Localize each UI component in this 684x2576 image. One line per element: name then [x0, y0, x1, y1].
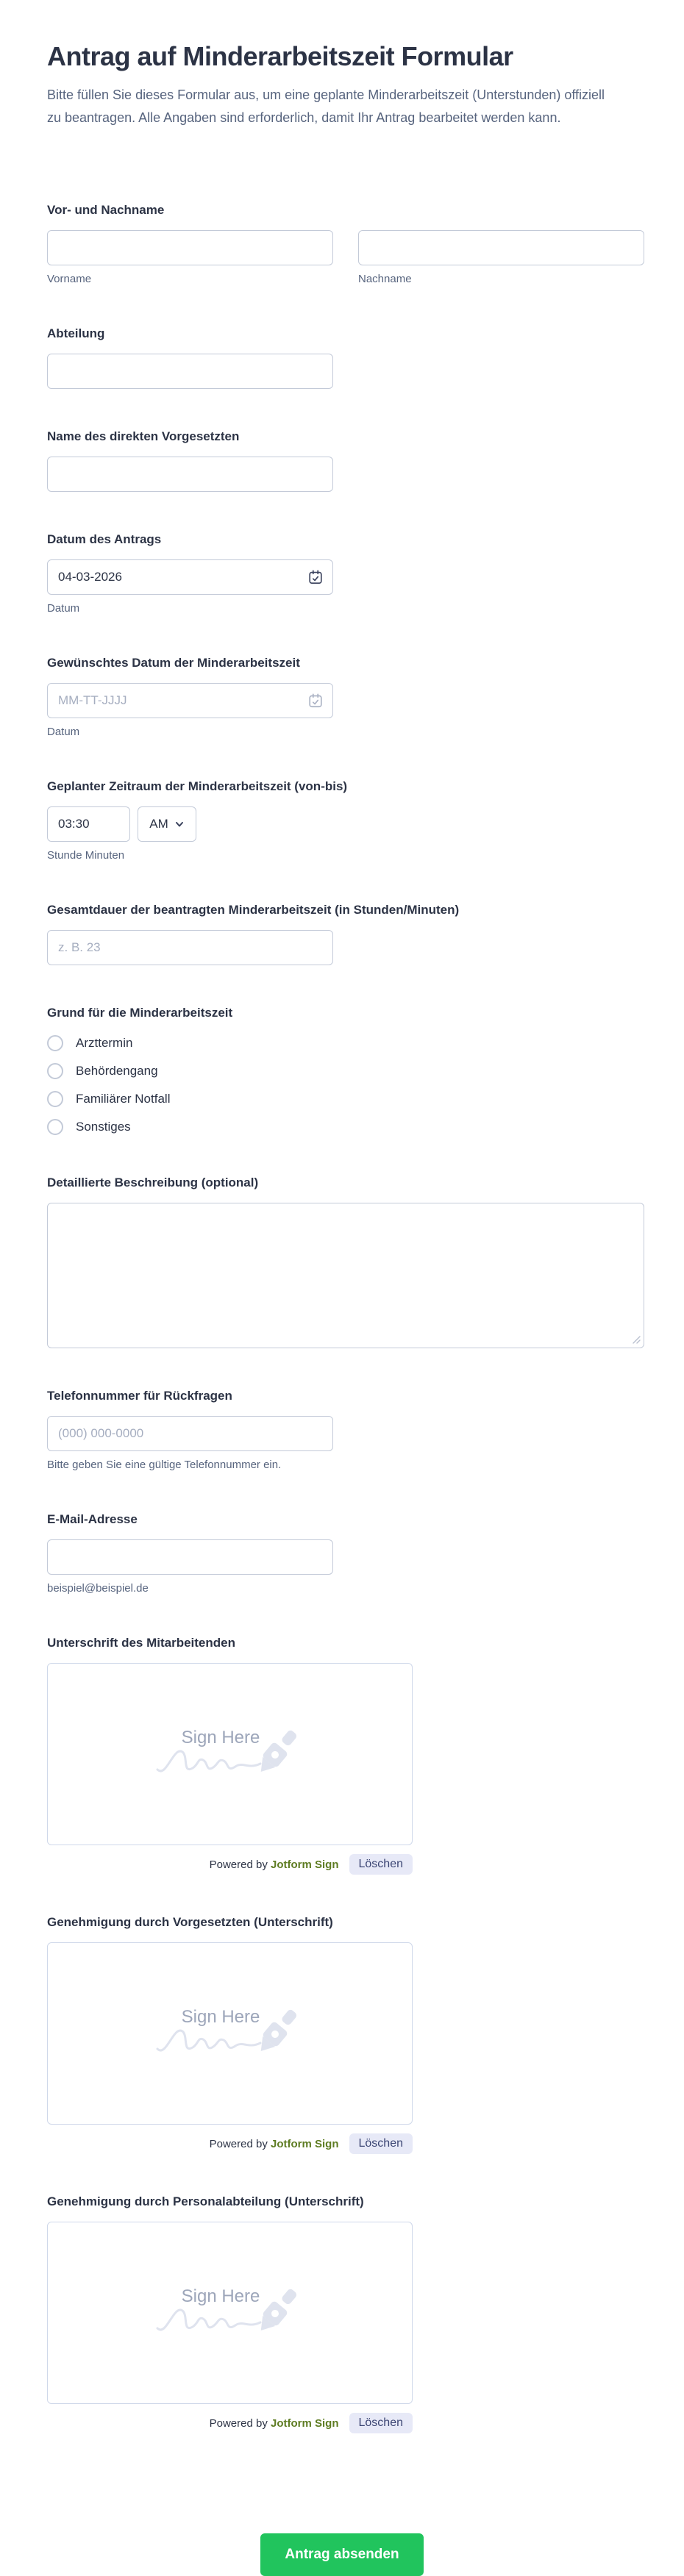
form-header	[0, 0, 684, 129]
desired-date-label: Gewünschtes Datum der Minderarbeitszeit	[47, 656, 300, 670]
radio-option-label: Familiärer Notfall	[76, 1091, 171, 1106]
radio-option-label: Behördengang	[76, 1063, 158, 1078]
pen-nib-icon	[253, 1726, 301, 1778]
time-range-sublabel: Stunde Minuten	[47, 849, 125, 862]
question-signature-supervisor	[47, 1914, 644, 2154]
request-date-sublabel: Datum	[47, 602, 80, 615]
svg-text:Sign Here: Sign Here	[181, 2007, 260, 2027]
question-reason	[47, 1005, 644, 1135]
department-input[interactable]	[47, 354, 333, 389]
supervisor-input[interactable]	[47, 457, 333, 492]
clear-signature-button[interactable]: Löschen	[349, 2413, 413, 2433]
page-title: Antrag auf Minderarbeitszeit Formular	[47, 41, 513, 71]
email-sublabel: beispiel@beispiel.de	[47, 1582, 149, 1595]
question-details	[47, 1175, 644, 1348]
form-fields	[0, 162, 684, 2473]
signature-pad[interactable]	[47, 1942, 413, 2125]
sign-here-watermark	[153, 1714, 307, 1795]
radio-option-sonstiges[interactable]	[47, 1118, 644, 1135]
fullname-label: Vor- und Nachname	[47, 203, 165, 217]
last-name-sublabel: Nachname	[358, 273, 412, 285]
signature-label: Genehmigung durch Personalabteilung (Unterschrift)	[47, 2194, 364, 2208]
radio-option-behoerdengang[interactable]	[47, 1062, 644, 1079]
signature-pad[interactable]	[47, 1663, 413, 1845]
svg-text:Sign Here: Sign Here	[181, 1728, 260, 1747]
email-input[interactable]	[47, 1539, 333, 1575]
signature-pad[interactable]	[47, 2222, 413, 2404]
details-label: Detaillierte Beschreibung (optional)	[47, 1176, 259, 1189]
question-fullname	[47, 202, 644, 286]
powered-by-text: Powered by Jotform Sign	[209, 1858, 339, 1871]
radio-option-familiaerer-notfall[interactable]	[47, 1090, 644, 1107]
phone-label: Telefonnummer für Rückfragen	[47, 1389, 232, 1403]
pen-nib-icon	[253, 2285, 301, 2336]
last-name-input[interactable]	[358, 230, 644, 265]
total-duration-label: Gesamtdauer der beantragten Minderarbeitszeit (in Stunden/Minuten)	[47, 903, 460, 917]
supervisor-label: Name des direkten Vorgesetzten	[47, 429, 240, 443]
request-date-label: Datum des Antrags	[47, 532, 162, 546]
signature-label: Unterschrift des Mitarbeitenden	[47, 1636, 235, 1650]
question-phone	[47, 1388, 644, 1472]
question-time-range	[47, 779, 644, 862]
resize-handle[interactable]	[632, 1335, 641, 1344]
svg-text:Sign Here: Sign Here	[181, 2286, 260, 2306]
question-request-date	[47, 532, 644, 615]
meridiem-value: AM	[149, 817, 168, 831]
question-supervisor	[47, 429, 644, 492]
first-name-input[interactable]	[47, 230, 333, 265]
jotform-sign-brand: Jotform Sign	[271, 2137, 339, 2150]
question-desired-date	[47, 655, 644, 739]
phone-sublabel: Bitte geben Sie eine gültige Telefonnummer ein.	[47, 1459, 282, 1471]
desired-date-sublabel: Datum	[47, 726, 80, 738]
powered-by-text: Powered by Jotform Sign	[209, 2137, 339, 2150]
request-date-input[interactable]	[47, 559, 333, 595]
pen-nib-icon	[253, 2006, 301, 2057]
question-signature-hr	[47, 2194, 644, 2433]
radio-icon[interactable]	[47, 1063, 63, 1079]
total-duration-input[interactable]	[47, 930, 333, 965]
meridiem-select[interactable]	[138, 806, 196, 842]
phone-input[interactable]	[47, 1416, 333, 1451]
email-label: E-Mail-Adresse	[47, 1512, 138, 1526]
reason-options	[47, 1034, 644, 1135]
radio-option-label: Arzttermin	[76, 1035, 133, 1050]
signature-label: Genehmigung durch Vorgesetzten (Unterschrift)	[47, 1915, 333, 1929]
first-name-sublabel: Vorname	[47, 273, 92, 285]
chevron-down-icon	[174, 819, 185, 829]
department-label: Abteilung	[47, 326, 105, 340]
radio-icon[interactable]	[47, 1035, 63, 1051]
submit-area	[0, 2533, 684, 2576]
radio-option-arzttermin[interactable]	[47, 1034, 644, 1051]
sign-here-watermark	[153, 2272, 307, 2353]
question-signature-employee	[47, 1635, 644, 1875]
clear-signature-button[interactable]: Löschen	[349, 1854, 413, 1875]
radio-option-label: Sonstiges	[76, 1119, 131, 1134]
form-description: Bitte füllen Sie dieses Formular aus, um eine geplante Minderarbeitszeit (Unterstunden) offiziell zu beantragen. Alle Angaben sind erforderlich, damit Ihr Antrag bearbeitet werden kann.	[47, 87, 605, 125]
jotform-sign-brand: Jotform Sign	[271, 2416, 339, 2430]
time-range-label: Geplanter Zeitraum der Minderarbeitszeit (von-bis)	[47, 779, 348, 793]
sign-here-watermark	[153, 1993, 307, 2074]
jotform-sign-brand: Jotform Sign	[271, 1858, 339, 1871]
desired-date-input[interactable]	[47, 683, 333, 718]
reason-label: Grund für die Minderarbeitszeit	[47, 1006, 233, 1020]
powered-by-text: Powered by Jotform Sign	[209, 2416, 339, 2430]
submit-button[interactable]: Antrag absenden	[260, 2533, 424, 2576]
question-total-duration	[47, 902, 644, 965]
clear-signature-button[interactable]: Löschen	[349, 2133, 413, 2154]
radio-icon[interactable]	[47, 1091, 63, 1107]
time-input[interactable]	[47, 806, 130, 842]
question-department	[47, 326, 644, 389]
question-email	[47, 1511, 644, 1595]
details-textarea[interactable]	[47, 1203, 644, 1348]
radio-icon[interactable]	[47, 1119, 63, 1135]
